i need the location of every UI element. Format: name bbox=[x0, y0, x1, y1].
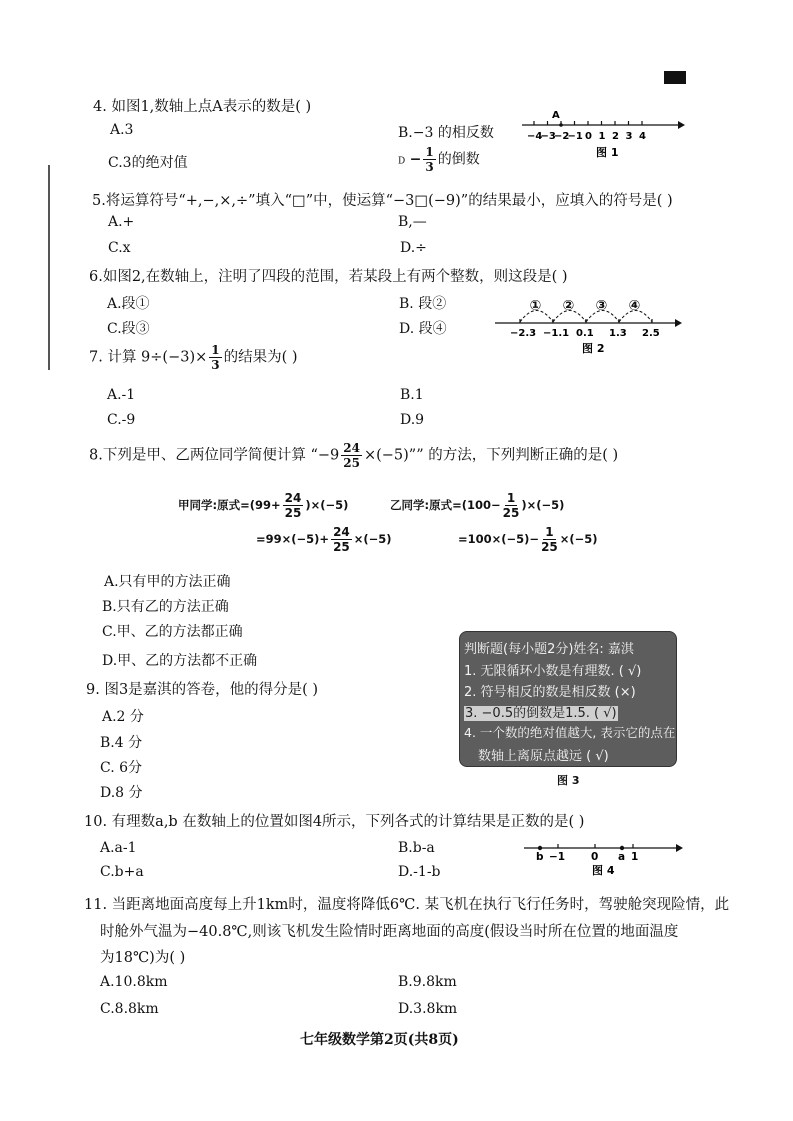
fig1-tick-label: 1 bbox=[598, 131, 606, 142]
corner-black-mark bbox=[664, 71, 686, 84]
fig1-tick-label: −1 bbox=[567, 131, 583, 142]
q8-option-d: D.甲、乙的方法都不正确 bbox=[102, 653, 258, 669]
q5-option-d: D.÷ bbox=[400, 240, 427, 256]
card-item-3: 3. −0.5的倒数是1.5. ( √) bbox=[465, 706, 617, 721]
point-b-dot bbox=[538, 846, 542, 850]
answer-sheet-card bbox=[459, 631, 677, 767]
figure-2-caption: 图 2 bbox=[582, 342, 605, 355]
fig2-tick-label: 1.3 bbox=[609, 328, 627, 339]
q4-stem: 4. 如图1,数轴上点A表示的数是( ) bbox=[93, 99, 312, 115]
fig4-label-1: 1 bbox=[631, 851, 639, 863]
q6-option-c: C.段③ bbox=[107, 321, 150, 337]
q10-option-d: D.-1-b bbox=[398, 864, 441, 880]
q8-option-a: A.只有甲的方法正确 bbox=[104, 574, 231, 590]
q8-stem: 8.下列是甲、乙两位同学简便计算 “−9 $\frac{24}{25}$ ×(−5)”” 的方法，下列判断正确的是( ) bbox=[89, 441, 619, 470]
fig4-label-a: a bbox=[618, 851, 626, 863]
figure-1-caption: 图 1 bbox=[596, 146, 619, 159]
fig2-segment-label: ③ bbox=[595, 298, 608, 314]
jia-solution-line-1: 甲同学:原式=(99+ $\frac{24}{25}$ )×(−5) bbox=[178, 491, 349, 520]
fig4-label-neg1: −1 bbox=[549, 851, 566, 863]
q7-option-c: C.-9 bbox=[107, 412, 136, 428]
point-a-dot bbox=[620, 846, 624, 850]
point-a-label: A bbox=[552, 110, 560, 121]
fig1-tick-label: −2 bbox=[554, 131, 570, 142]
q7-option-d: D.9 bbox=[400, 412, 425, 428]
q6-stem: 6.如图2,在数轴上，注明了四段的范围，若某段上有两个整数，则这段是( ) bbox=[89, 269, 568, 285]
fig2-tick-label: −2.3 bbox=[510, 328, 537, 339]
q8-option-c: C.甲、乙的方法都正确 bbox=[102, 624, 243, 640]
q5-option-b: B,— bbox=[398, 214, 427, 230]
q11-option-c: C.8.8km bbox=[100, 1001, 159, 1017]
q7-option-a: A.-1 bbox=[107, 387, 136, 403]
fig4-label-0: 0 bbox=[591, 851, 599, 863]
q6-option-a: A.段① bbox=[107, 296, 150, 312]
q5-option-c: C.x bbox=[108, 240, 131, 256]
fig2-segment-label: ① bbox=[529, 298, 542, 314]
q10-option-c: C.b+a bbox=[100, 864, 144, 880]
q5-option-a: A.+ bbox=[108, 214, 135, 230]
q11-line-3: 为18℃)为( ) bbox=[100, 950, 186, 966]
q6-option-d: D. 段④ bbox=[399, 321, 447, 337]
figure-4-number-line bbox=[520, 838, 685, 878]
q10-option-b: B.b-a bbox=[398, 840, 435, 856]
q7-stem: 7. 计算 9÷(−3)× $\frac{1}{3}$ 的结果为( ) bbox=[89, 343, 298, 372]
figure-2-number-line bbox=[490, 293, 685, 355]
q4-option-c: C.3的绝对值 bbox=[108, 155, 188, 171]
q5-stem: 5.将运算符号“+,−,×,÷”填入“□”中，使运算“−3□(−9)”的结果最小，应填入的符号是( ) bbox=[92, 193, 673, 209]
q9-option-a: A.2 分 bbox=[102, 709, 144, 725]
q8-option-b: B.只有乙的方法正确 bbox=[102, 599, 229, 615]
card-item-4-line-2: 数轴上离原点越远 ( √) bbox=[478, 749, 609, 764]
figure-3-caption: 图 3 bbox=[557, 774, 580, 787]
q9-option-b: B.4 分 bbox=[100, 735, 143, 751]
q4-option-b: B.−3 的相反数 bbox=[398, 125, 494, 141]
fig1-tick-label: 2 bbox=[612, 131, 619, 142]
q9-option-d: D.8 分 bbox=[100, 785, 143, 801]
fig2-tick-label: 2.5 bbox=[642, 328, 660, 339]
card-title: 判断题(每小题2分)姓名: 嘉淇 bbox=[464, 642, 634, 657]
card-item-2: 2. 符号相反的数是相反数 (×) bbox=[464, 685, 636, 700]
figure-1-number-line bbox=[520, 106, 685, 160]
margin-line bbox=[48, 165, 50, 370]
fig1-tick-label: 0 bbox=[585, 131, 592, 142]
card-item-1: 1. 无限循环小数是有理数. ( √) bbox=[464, 664, 642, 679]
fig2-tick-label: 0.1 bbox=[576, 328, 594, 339]
q9-option-c: C. 6分 bbox=[100, 760, 143, 776]
point-a-dot bbox=[559, 123, 563, 127]
q7-option-b: B.1 bbox=[400, 387, 424, 403]
q11-option-d: D.3.8km bbox=[398, 1001, 458, 1017]
q10-option-a: A.a-1 bbox=[100, 840, 137, 856]
q11-option-b: B.9.8km bbox=[398, 974, 457, 990]
fig1-tick-label: −3 bbox=[540, 131, 556, 142]
fig1-tick-label: 3 bbox=[625, 131, 633, 142]
fig1-tick-label: 4 bbox=[639, 131, 646, 142]
q9-stem: 9. 图3是嘉淇的答卷，他的得分是( ) bbox=[86, 682, 319, 698]
fig1-tick-label: −4 bbox=[527, 131, 543, 142]
q4-option-a: A.3 bbox=[110, 122, 134, 138]
q11-line-1: 11. 当距离地面高度每上升1km时，温度将降低6℃. 某飞机在执行飞行任务时，驾驶舱突现险情，此 bbox=[84, 897, 730, 913]
page-footer: 七年级数学第2页(共8页) bbox=[300, 1032, 459, 1048]
figure-4-caption: 图 4 bbox=[592, 864, 615, 877]
q11-line-2: 时舱外气温为−40.8℃,则该飞机发生险情时距离地面的高度(假设当时所在位置的地面温度 bbox=[100, 924, 679, 940]
q6-option-b: B. 段② bbox=[399, 296, 447, 312]
q10-stem: 10. 有理数a,b 在数轴上的位置如图4所示，下列各式的计算结果是正数的是( ) bbox=[84, 814, 585, 830]
q11-option-a: A.10.8km bbox=[100, 974, 168, 990]
q4-option-d: D − $\frac{1}{3}$ 的倒数 bbox=[398, 145, 480, 174]
card-item-4-line-1: 4. 一个数的绝对值越大, 表示它的点在 bbox=[464, 725, 676, 740]
fig4-label-b: b bbox=[536, 851, 544, 863]
fig2-segment-label: ② bbox=[562, 298, 575, 314]
jia-solution-line-2: =99×(−5)+ $\frac{24}{25}$ ×(−5) bbox=[256, 525, 392, 554]
yi-solution-line-2: =100×(−5)− $\frac{1}{25}$ ×(−5) bbox=[458, 525, 598, 554]
fig2-tick-label: −1.1 bbox=[543, 328, 570, 339]
fig2-segment-label: ④ bbox=[628, 298, 641, 314]
yi-solution-line-1: 乙同学:原式=(100− $\frac{1}{25}$ )×(−5) bbox=[390, 491, 565, 520]
